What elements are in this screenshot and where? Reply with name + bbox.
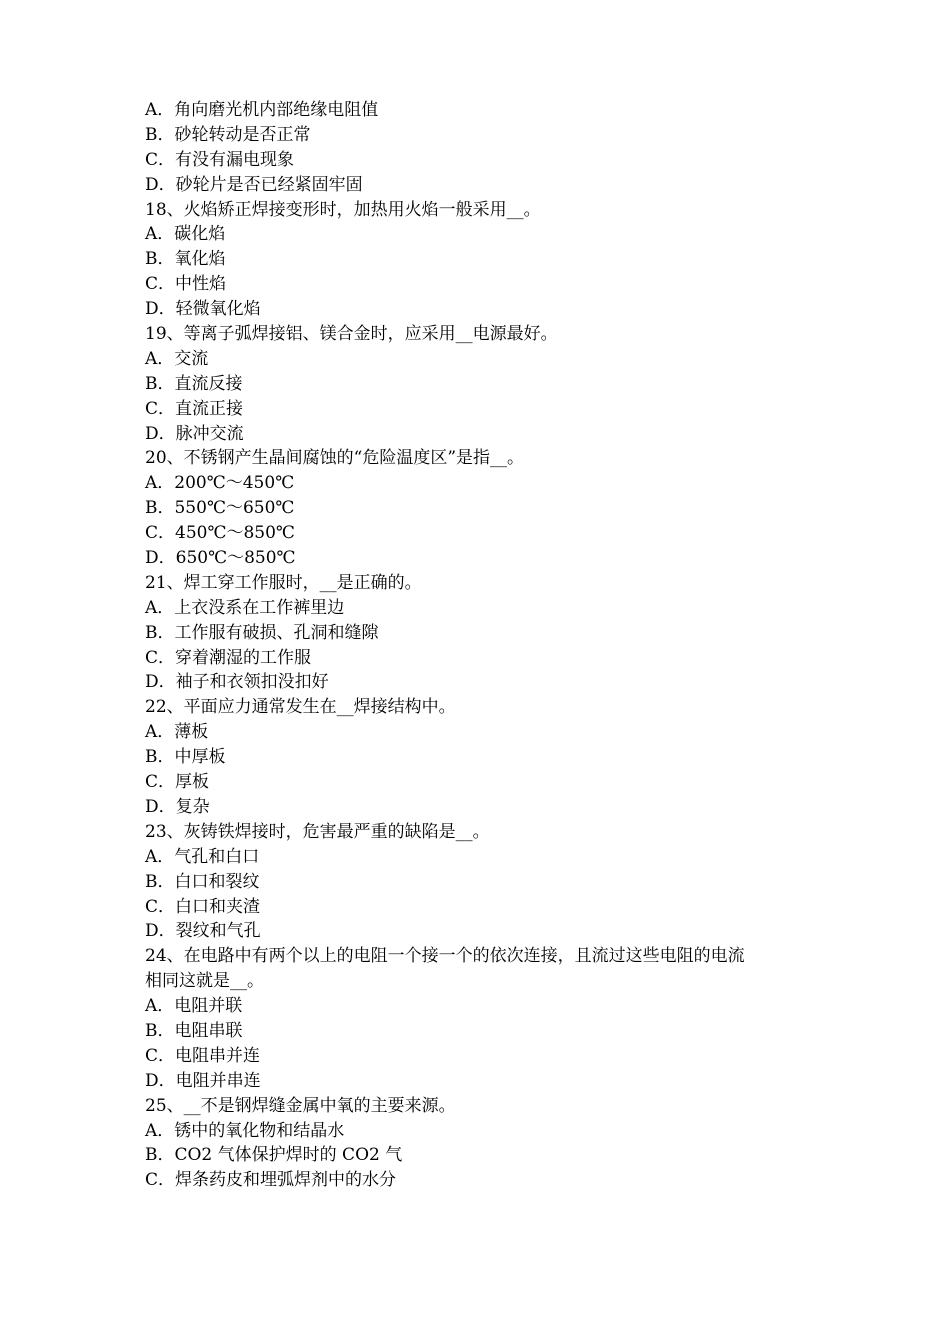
option-21-b: B．工作服有破损、孔洞和缝隙 [145,622,379,643]
option-25-a: A．锈中的氧化物和结晶水 [145,1120,345,1141]
question-21: 21、焊工穿工作服时，__是正确的。 [145,572,422,593]
option-22-c: C．厚板 [145,772,210,793]
option-22-a: A．薄板 [145,722,209,743]
question-19: 19、等离子弧焊接铝、镁合金时，应采用__电源最好。 [145,324,558,345]
question-24-line-2: 相同这就是__。 [145,971,264,992]
option-17-d: D．砂轮片是否已经紧固牢固 [145,174,363,195]
question-24-line-1: 24、在电路中有两个以上的电阻一个接一个的依次连接，且流过这些电阻的电流 [145,946,745,967]
question-23: 23、灰铸铁焊接时，危害最严重的缺陷是__。 [145,821,490,842]
option-20-d: D．650℃～850℃ [145,548,296,569]
option-20-a: A．200℃～450℃ [145,473,295,494]
option-19-a: A．交流 [145,348,209,369]
option-18-d: D．轻微氧化焰 [145,299,261,320]
option-23-b: B．白口和裂纹 [145,871,260,892]
option-22-b: B．中厚板 [145,747,226,768]
option-19-d: D．脉冲交流 [145,423,244,444]
option-17-c: C．有没有漏电现象 [145,149,295,170]
option-17-b: B．砂轮转动是否正常 [145,124,311,145]
option-24-c: C．电阻串并连 [145,1045,261,1066]
option-24-b: B．电阻串联 [145,1020,243,1041]
question-22: 22、平面应力通常发生在__焊接结构中。 [145,697,456,718]
option-23-d: D．裂纹和气孔 [145,921,261,942]
option-22-d: D．复杂 [145,796,210,817]
option-17-a: A．角向磨光机内部绝缘电阻值 [145,100,379,120]
question-20: 20、不锈钢产生晶间腐蚀的“危险温度区”是指__。 [145,448,525,469]
option-18-c: C．中性焰 [145,274,227,295]
option-19-c: C．直流正接 [145,398,244,419]
option-25-c: C．焊条药皮和埋弧焊剂中的水分 [145,1170,397,1191]
document-page [145,98,825,1193]
option-25-b: B．CO2 气体保护焊时的 CO2 气 [145,1145,403,1166]
option-18-b: B．氧化焰 [145,249,226,270]
option-20-c: C．450℃～850℃ [145,523,295,544]
option-21-d: D．袖子和衣领扣没扣好 [145,672,329,693]
option-21-c: C．穿着潮湿的工作服 [145,647,312,668]
question-25: 25、__不是钢焊缝金属中氧的主要来源。 [145,1095,456,1116]
option-21-a: A．上衣没系在工作裤里边 [145,597,345,618]
option-23-c: C．白口和夹渣 [145,896,261,917]
question-18: 18、火焰矫正焊接变形时，加热用火焰一般采用__。 [145,199,541,220]
option-20-b: B．550℃～650℃ [145,498,295,519]
option-24-d: D．电阻并串连 [145,1070,261,1091]
option-19-b: B．直流反接 [145,373,243,394]
option-23-a: A．气孔和白口 [145,846,260,867]
option-24-a: A．电阻并联 [145,996,243,1017]
option-18-a: A．碳化焰 [145,224,226,245]
